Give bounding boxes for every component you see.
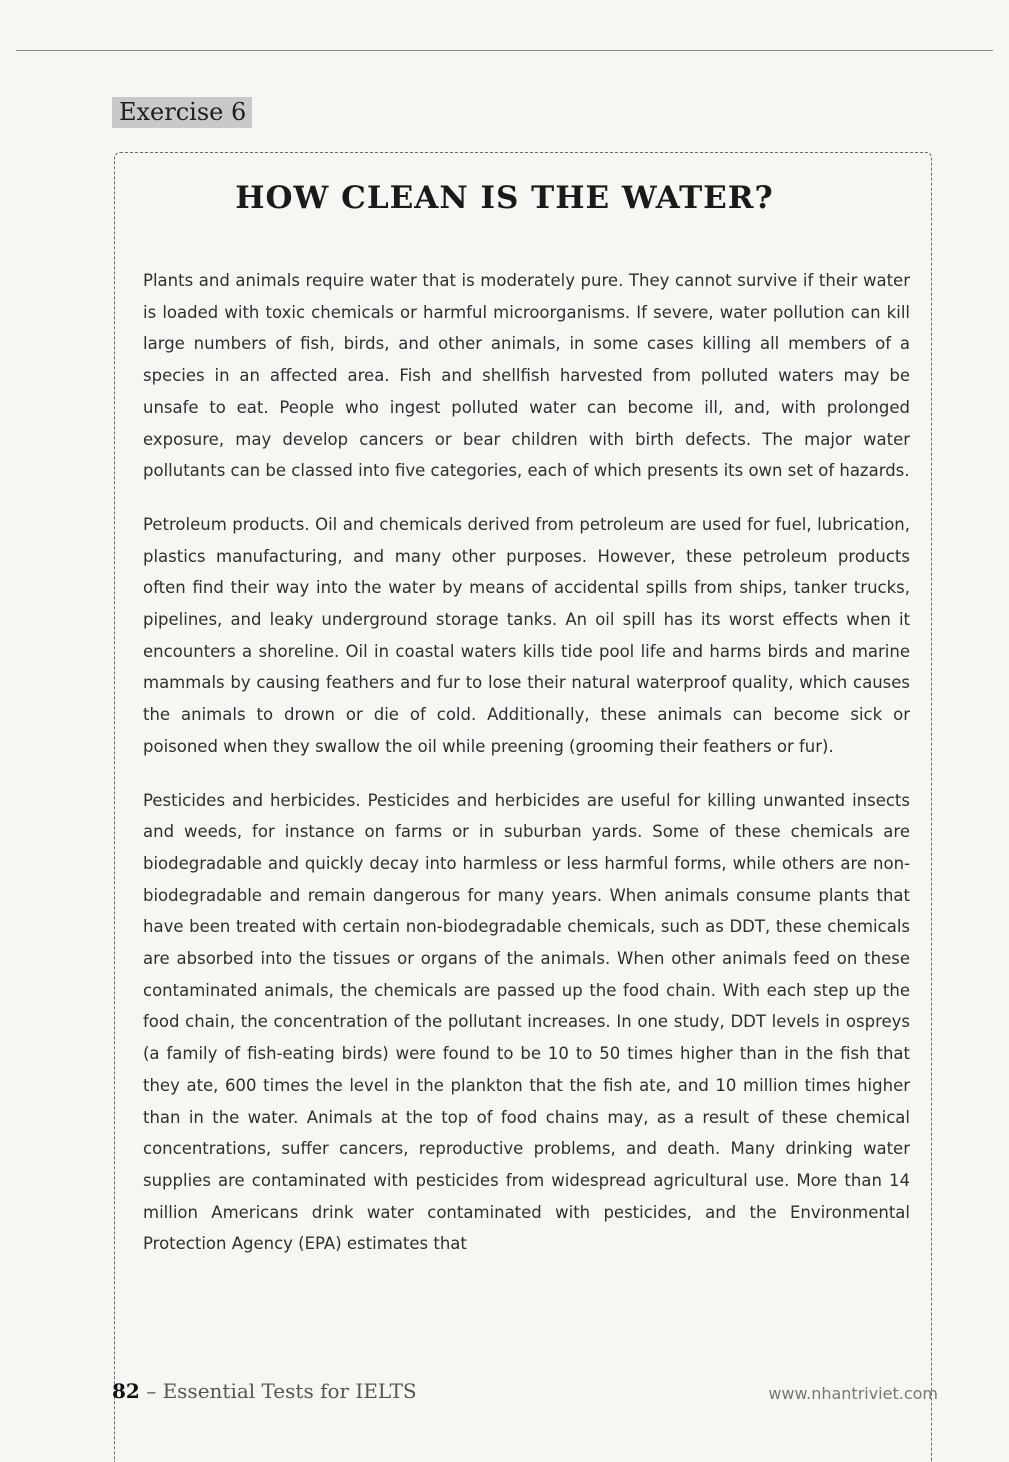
- passage-title: HOW CLEAN IS THE WATER?: [235, 180, 774, 216]
- passage-body: [143, 265, 910, 1282]
- header-rule: [16, 50, 993, 51]
- publisher-website: www.nhantriviet.com: [768, 1384, 938, 1403]
- exercise-label: Exercise 6: [112, 97, 252, 128]
- page-footer: [112, 1379, 417, 1403]
- book-title: Essential Tests for IELTS: [162, 1379, 417, 1403]
- paragraph-petroleum: Petroleum products. Oil and chemicals derived from petroleum are used for fuel, lubrication, plastics manufacturing, and many other purposes. However, these petroleum products often find their way into the water by means of accidental spills from ships, tanker trucks, pipelines, and leaky underground storage tanks. An oil spill has its worst effects when it encounters a shoreline. Oil in coastal waters kills tide pool life and harms birds and marine mammals by causing feathers and fur to lose their natural waterproof quality, which causes the animals to drown or die of cold. Additionally, these animals can become sick or poisoned when they swallow the oil while preening (grooming their feathers or fur).: [143, 514, 910, 756]
- page-number: 82: [112, 1379, 140, 1403]
- paragraph-pesticides: Pesticides and herbicides. Pesticides and herbicides are useful for killing unwanted insects and weeds, for instance on farms or in suburban yards. Some of these chemicals are biodegradable and quickly decay into harmless or less harmful forms, while others are non-biodegradable and remain dangerous for many years. When animals consume plants that have been treated with certain non-biodegradable chemicals, such as DDT, these chemicals are absorbed into the tissues or organs of the animals. When other animals feed on these contaminated animals, the chemicals are passed up the food chain. With each step up the food chain, the concentration of the pollutant increases. In one study, DDT levels in ospreys (a family of fish-eating birds) were found to be 10 to 50 times higher than in the fish that they ate, 600 times the level in the plankton that the fish ate, and 10 million times higher than in the water. Animals at the top of food chains may, as a result of these chemical concentrations, suffer cancers, reproductive problems, and death. Many drinking water supplies are contaminated with pesticides from widespread agricultural use. More than 14 million Americans drink water contaminated with pesticides, and the Environmental Protection Agency (EPA) estimates that: [143, 790, 910, 1254]
- footer-separator: –: [139, 1379, 163, 1403]
- paragraph-intro: Plants and animals require water that is moderately pure. They cannot survive if their water is loaded with toxic chemicals or harmful microorganisms. If severe, water pollution can kill large numbers of fish, birds, and other animals, in some cases killing all members of a species in an affected area. Fish and shellfish harvested from polluted waters may be unsafe to eat. People who ingest polluted water can become ill, and, with prolonged exposure, may develop cancers or bear children with birth defects. The major water pollutants can be classed into five categories, each of which presents its own set of hazards.: [143, 271, 910, 481]
